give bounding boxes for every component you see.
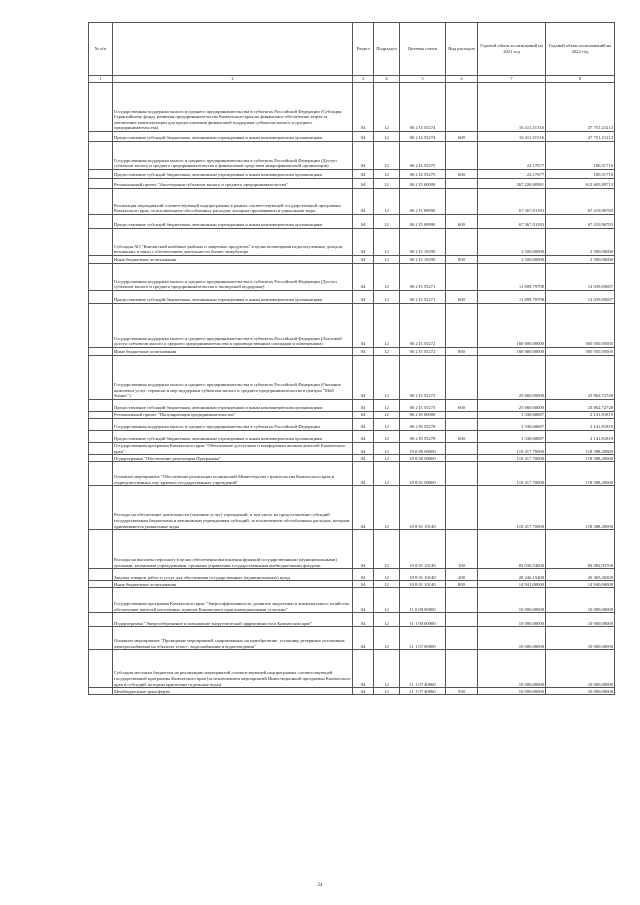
row-section: 04 <box>353 348 374 356</box>
row-target: 06 2 I4 55274 <box>400 83 446 132</box>
row-num <box>89 650 113 688</box>
table-row <box>89 627 615 650</box>
row-target: 06 2 I5 55271 <box>400 291 446 304</box>
row-num <box>89 170 113 179</box>
row-section: 04 <box>353 486 374 530</box>
row-2022: 118 388,20000 <box>546 455 615 462</box>
row-num <box>89 356 113 400</box>
row-exptype <box>446 613 478 627</box>
row-section: 04 <box>353 189 374 215</box>
row-name: Подпрограмма "Энергосбережение и повышение энергетической эффективности в Камчатском крае" <box>113 613 353 627</box>
row-subsection: 12 <box>374 650 400 688</box>
row-exptype: 500 <box>446 688 478 695</box>
row-num <box>89 455 113 462</box>
row-name: Расходы на выплаты персоналу в целях обеспечения выполнения функций государственными (муниципальными) органами, казенными учреждениями, органами управления государственными внебюджетными фондами <box>113 530 353 569</box>
row-section: 04 <box>353 569 374 581</box>
row-exptype: 100 <box>446 530 478 569</box>
row-target: 11 1 07 40060 <box>400 650 446 688</box>
row-target: 06 2 I5 09990 <box>400 215 446 229</box>
table-row <box>89 170 615 179</box>
row-exptype <box>446 455 478 462</box>
row-section: 04 <box>353 419 374 431</box>
table-row <box>89 83 615 132</box>
row-subsection: 12 <box>374 83 400 132</box>
row-num <box>89 132 113 142</box>
row-2021: 10 000,00000 <box>478 588 546 613</box>
row-name: Основное мероприятие "Обеспечение реализации полномочий Министерства строительства Камчатского края и подведомственных ему краевых государственных учреждений" <box>113 462 353 486</box>
header-exptype: Вид расходов <box>446 23 478 76</box>
row-2021: 160 000,00000 <box>478 304 546 348</box>
row-num <box>89 412 113 419</box>
row-subsection: 12 <box>374 229 400 256</box>
row-2021: 83 030,54600 <box>478 530 546 569</box>
row-num <box>89 348 113 356</box>
row-section: 04 <box>353 462 374 486</box>
row-2021: 10 000,00000 <box>478 627 546 650</box>
row-target: 10 8 01 10140 <box>400 530 446 569</box>
table-row <box>89 356 615 400</box>
row-name: Предоставление субсидий бюджетным, автономным учреждениям и иным некоммерческим организациям <box>113 431 353 443</box>
header-target: Целевая статья <box>400 23 446 76</box>
table-row <box>89 264 615 291</box>
row-subsection: 12 <box>374 189 400 215</box>
row-2022: 612 603,89713 <box>546 179 615 189</box>
row-name: Государственная программа Камчатского края "Обеспечение доступным и комфортным жильем жителей Камчатского края" <box>113 443 353 455</box>
row-num <box>89 189 113 215</box>
row-exptype <box>446 462 478 486</box>
row-subsection: 12 <box>374 291 400 304</box>
table-row <box>89 569 615 581</box>
row-exptype <box>446 356 478 400</box>
row-exptype <box>446 229 478 256</box>
row-subsection: 12 <box>374 455 400 462</box>
row-section: 04 <box>353 132 374 142</box>
table-row <box>89 189 615 215</box>
row-target: 11 1 00 00000 <box>400 613 446 627</box>
row-section: 04 <box>353 443 374 455</box>
row-name: Государственная поддержка малого и среднего предпринимательства в субъектах Российской Федерации (Доступ субъектов малого и среднего предпринимательства к экспортной поддержке) <box>113 264 353 291</box>
table-row <box>89 215 615 229</box>
header-section: Раздел <box>353 23 374 76</box>
row-exptype <box>446 627 478 650</box>
row-section: 04 <box>353 588 374 613</box>
row-num <box>89 613 113 627</box>
row-num <box>89 419 113 431</box>
row-target: 11 1 07 40060 <box>400 688 446 695</box>
header-name <box>113 23 353 76</box>
row-target: 06 2 I5 55271 <box>400 264 446 291</box>
row-2021: 118 217,70000 <box>478 462 546 486</box>
row-2022: 23 862,72728 <box>546 356 615 400</box>
row-section: 04 <box>353 455 374 462</box>
row-subsection: 12 <box>374 412 400 419</box>
row-target: 06 2 I5 55272 <box>400 348 446 356</box>
header-subsection: Подраздел <box>374 23 400 76</box>
row-section: 04 <box>353 581 374 588</box>
row-section: 04 <box>353 304 374 348</box>
row-exptype <box>446 650 478 688</box>
table-row <box>89 431 615 443</box>
row-num <box>89 569 113 581</box>
row-num <box>89 400 113 412</box>
header-2022: Годовой объем ассигнований на 2022 год <box>546 23 615 76</box>
table-row <box>89 588 615 613</box>
row-section: 04 <box>353 179 374 189</box>
row-name: Региональный проект "Популяризация предпринимательства" <box>113 412 353 419</box>
row-subsection: 12 <box>374 304 400 348</box>
row-subsection: 12 <box>374 356 400 400</box>
row-2022: 505 050,50505 <box>546 348 615 356</box>
row-2021: 67 367,01183 <box>478 215 546 229</box>
row-section: 04 <box>353 431 374 443</box>
row-section: 04 <box>353 650 374 688</box>
row-2022: 2 500,00000 <box>546 229 615 256</box>
row-subsection: 12 <box>374 443 400 455</box>
row-num <box>89 431 113 443</box>
row-num <box>89 256 113 264</box>
row-exptype: 600 <box>446 215 478 229</box>
row-subsection: 12 <box>374 419 400 431</box>
row-section: 04 <box>353 412 374 419</box>
row-target: 10 8 01 10140 <box>400 486 446 530</box>
row-2021: 1 338,68687 <box>478 419 546 431</box>
row-section: 04 <box>353 400 374 412</box>
row-subsection: 12 <box>374 348 400 356</box>
row-subsection: 12 <box>374 179 400 189</box>
row-subsection: 12 <box>374 170 400 179</box>
row-subsection: 12 <box>374 581 400 588</box>
row-name: Иные бюджетные ассигнования <box>113 256 353 264</box>
row-target: 06 2 I4 55274 <box>400 132 446 142</box>
row-2022: 118 388,20000 <box>546 443 615 455</box>
row-section: 04 <box>353 613 374 627</box>
row-exptype: 600 <box>446 400 478 412</box>
row-name: Государственная поддержка малого и среднего предпринимательства в субъектах Российской Федерации (Льготный доступ субъектов малого и среднего предпринимательства к производственным площадям и помещениям) <box>113 304 353 348</box>
row-2021: 22,17677 <box>478 142 546 170</box>
row-num <box>89 581 113 588</box>
row-target: 11 1 07 00000 <box>400 627 446 650</box>
colnum: 4 <box>374 76 400 83</box>
row-2021: 118 217,70000 <box>478 443 546 455</box>
row-exptype: 600 <box>446 132 478 142</box>
row-2022: 180,51718 <box>546 142 615 170</box>
colnum: 8 <box>546 76 615 83</box>
row-target: 10 0 00 00000 <box>400 443 446 455</box>
row-subsection: 12 <box>374 486 400 530</box>
row-subsection: 12 <box>374 688 400 695</box>
table-row <box>89 650 615 688</box>
row-2021: 10 000,00000 <box>478 688 546 695</box>
colnum: 2 <box>113 76 353 83</box>
row-2022: 20 365,26300 <box>546 569 615 581</box>
row-section: 04 <box>353 256 374 264</box>
row-2021: 11 699,79798 <box>478 264 546 291</box>
row-exptype <box>446 142 478 170</box>
table-row <box>89 486 615 530</box>
header-2021: Годовой объем ассигнований на 2021 год <box>478 23 546 76</box>
row-subsection: 12 <box>374 431 400 443</box>
row-2022: 67 210,96783 <box>546 189 615 215</box>
row-exptype: 600 <box>446 291 478 304</box>
row-2021: 25 660,00000 <box>478 356 546 400</box>
row-name: Государственная поддержка малого и среднего предпринимательства в субъектах Российской Федерации (Субсидия Гарантийному фонду развития предпринимательства Камчатского края на финансовое обеспечение затрат за увеличение капитализации для предоставления финансовой поддержки субъектам малого и среднего предпринимательства) <box>113 83 353 132</box>
row-num <box>89 83 113 132</box>
row-2021: 11 699,79798 <box>478 291 546 304</box>
row-section: 04 <box>353 229 374 256</box>
row-target: 06 2 I5 10290 <box>400 256 446 264</box>
row-num <box>89 215 113 229</box>
row-section: 04 <box>353 170 374 179</box>
row-name: Государственная программа Камчатского края "Энергоэффективность, развитие энергетики и коммунального хозяйства, обеспечение жителей населенных пунктов Камчатского края коммунальными услугами" <box>113 588 353 613</box>
row-num <box>89 443 113 455</box>
row-target: 06 2 I4 55275 <box>400 142 446 170</box>
row-subsection: 12 <box>374 530 400 569</box>
row-2021: 14 941,00000 <box>478 581 546 588</box>
row-2021: 267 226,80981 <box>478 179 546 189</box>
header-num: № п/п <box>89 23 113 76</box>
row-name: Предоставление субсидий бюджетным, автономным учреждениям и иным некоммерческим организациям <box>113 132 353 142</box>
row-2021: 160 000,00000 <box>478 348 546 356</box>
row-name: Субсидии местным бюджетам на реализацию мероприятий соответствующей подпрограммы соответствующей государственной программы Камчатского края (за исключением мероприятий Инвестиционной программы Камчатского края и субсидий, которым присвоены отдельные коды) <box>113 650 353 688</box>
row-2022: 2 141,81819 <box>546 431 615 443</box>
row-2021: 22,17677 <box>478 170 546 179</box>
row-2021: 118 217,70000 <box>478 455 546 462</box>
table-row <box>89 348 615 356</box>
row-num <box>89 179 113 189</box>
budget-table <box>88 22 615 695</box>
table-row <box>89 530 615 569</box>
table-row <box>89 142 615 170</box>
table-row <box>89 443 615 455</box>
row-num <box>89 688 113 695</box>
row-2022: 10 000,00000 <box>546 627 615 650</box>
row-num <box>89 142 113 170</box>
row-target: 06 2 I5 09990 <box>400 189 446 215</box>
row-target: 10 8 01 00000 <box>400 462 446 486</box>
colnum: 6 <box>446 76 478 83</box>
table-row <box>89 400 615 412</box>
row-name: Субсидия АО "Камчатский комбинат рыбных и защечных продуктов" в целях возмещения недополученных доходов, возникших в связи с обеспечением деятельности бизнес-инкубатора <box>113 229 353 256</box>
row-section: 04 <box>353 264 374 291</box>
row-section: 04 <box>353 627 374 650</box>
page-number: 24 <box>317 883 323 888</box>
table-row <box>89 455 615 462</box>
row-subsection: 12 <box>374 569 400 581</box>
row-2021: 2 500,00000 <box>478 229 546 256</box>
row-exptype: 200 <box>446 569 478 581</box>
colnum: 5 <box>400 76 446 83</box>
row-section: 04 <box>353 356 374 400</box>
table-row <box>89 291 615 304</box>
row-name: Реализация мероприятий соответствующей подпрограммы в рамках соответствующей государственной программы Камчатского края, за исключением обособленных расходов, которым присваиваются уникальные коды <box>113 189 353 215</box>
row-exptype: 800 <box>446 581 478 588</box>
row-target: 10 8 00 00000 <box>400 455 446 462</box>
row-name: Основное мероприятие "Проведение мероприятий, направленных на приобретение, установку резервных источников электроснабжения на объектах тепло-, водоснабжения и водоотведения" <box>113 627 353 650</box>
row-2022: 14 940,00000 <box>546 581 615 588</box>
row-section: 04 <box>353 215 374 229</box>
row-exptype <box>446 264 478 291</box>
row-2022: 10 000,00000 <box>546 688 615 695</box>
row-target: 06 2 I8 55270 <box>400 419 446 431</box>
row-2022: 47 751,21213 <box>546 83 615 132</box>
row-2022: 14 039,69697 <box>546 291 615 304</box>
row-target: 06 2 I5 55272 <box>400 304 446 348</box>
row-2021: 67 367,01183 <box>478 189 546 215</box>
table-row <box>89 256 615 264</box>
row-2021: 1 338,68687 <box>478 412 546 419</box>
row-name: Предоставление субсидий бюджетным, автономным учреждениям и иным некоммерческим организациям <box>113 170 353 179</box>
row-target: 06 2 I5 55273 <box>400 356 446 400</box>
row-exptype <box>446 189 478 215</box>
row-2022: 10 000,00000 <box>546 588 615 613</box>
row-2021: 20 246,15400 <box>478 569 546 581</box>
row-num <box>89 627 113 650</box>
row-name: Государственная поддержка малого и среднего предпринимательства в субъектах Российской Федерации (Доступ субъектов малого и среднего предпринимательства к финансовым средствам микрофинансовой организации) <box>113 142 353 170</box>
row-2021: 25 660,00000 <box>478 400 546 412</box>
row-target: 06 2 I5 00000 <box>400 179 446 189</box>
row-subsection: 12 <box>374 264 400 291</box>
row-name: Предоставление субсидий бюджетным, автономным учреждениям и иным некоммерческим организациям <box>113 400 353 412</box>
row-2022: 2 141,81819 <box>546 419 615 431</box>
table-row <box>89 304 615 348</box>
row-name: Закупка товаров, работ и услуг для обеспечения государственных (муниципальных) нужд <box>113 569 353 581</box>
row-exptype: 800 <box>446 256 478 264</box>
row-section: 04 <box>353 142 374 170</box>
row-subsection: 12 <box>374 613 400 627</box>
row-subsection: 12 <box>374 627 400 650</box>
row-name: Расходы на обеспечение деятельности (оказание услуг) учреждений, в том числе на предоставление субсидий государственным бюджетным и автономным учреждениям субсидий, за исключением обособленных расходов, которым присваиваются уникальные коды <box>113 486 353 530</box>
row-section: 04 <box>353 291 374 304</box>
row-name: Предоставление субсидий бюджетным, автономным учреждениям и иным некоммерческим организациям <box>113 291 353 304</box>
row-num <box>89 264 113 291</box>
row-exptype <box>446 486 478 530</box>
row-exptype: 600 <box>446 431 478 443</box>
row-name: Подпрограмма "Обеспечение реализации Программы" <box>113 455 353 462</box>
table-row <box>89 229 615 256</box>
column-numbers <box>89 76 615 83</box>
row-2022: 14 039,69697 <box>546 264 615 291</box>
row-section: 04 <box>353 530 374 569</box>
table-row <box>89 688 615 695</box>
row-2022: 10 000,00000 <box>546 613 615 627</box>
row-exptype <box>446 412 478 419</box>
row-name: Иные бюджетные ассигнования <box>113 581 353 588</box>
row-2021: 118 217,70000 <box>478 486 546 530</box>
row-subsection: 12 <box>374 462 400 486</box>
row-2022: 83 082,93700 <box>546 530 615 569</box>
table-row <box>89 132 615 142</box>
row-num <box>89 588 113 613</box>
row-2022: 118 388,20000 <box>546 462 615 486</box>
colnum: 3 <box>353 76 374 83</box>
row-target: 06 2 I5 10290 <box>400 229 446 256</box>
table-body <box>89 83 615 695</box>
row-num <box>89 304 113 348</box>
row-exptype: 800 <box>446 348 478 356</box>
row-2022: 10 000,00000 <box>546 650 615 688</box>
row-section: 04 <box>353 688 374 695</box>
row-name: Государственная поддержка малого и среднего предпринимательства в субъектах Российской Федерации (Оказание комплекса услуг, сервисов и мер поддержки субъектам малого и среднего предпринимательства в центрах "Мой бизнес") <box>113 356 353 400</box>
row-2022: 47 751,21213 <box>546 132 615 142</box>
row-2022: 118 388,20000 <box>546 486 615 530</box>
row-exptype <box>446 83 478 132</box>
row-2021: 10 000,00000 <box>478 613 546 627</box>
row-2021: 16 411,51516 <box>478 83 546 132</box>
row-section: 04 <box>353 83 374 132</box>
row-2022: 2 500,00000 <box>546 256 615 264</box>
row-num <box>89 229 113 256</box>
row-exptype <box>446 443 478 455</box>
row-2022: 180,51718 <box>546 170 615 179</box>
table-row <box>89 419 615 431</box>
table-row <box>89 613 615 627</box>
row-num <box>89 530 113 569</box>
row-exptype <box>446 179 478 189</box>
row-num <box>89 486 113 530</box>
row-2022: 505 050,50505 <box>546 304 615 348</box>
table-row <box>89 179 615 189</box>
colnum: 7 <box>478 76 546 83</box>
row-name: Иные бюджетные ассигнования <box>113 348 353 356</box>
row-exptype <box>446 419 478 431</box>
row-num <box>89 291 113 304</box>
row-subsection: 12 <box>374 142 400 170</box>
row-num <box>89 462 113 486</box>
row-2021: 16 411,51516 <box>478 132 546 142</box>
row-target: 06 2 I5 55273 <box>400 400 446 412</box>
row-target: 10 8 01 10140 <box>400 581 446 588</box>
row-name: Государственная поддержка малого и среднего предпринимательства в субъектах Российской Федерации <box>113 419 353 431</box>
row-name: Предоставление субсидий бюджетным, автономным учреждениям и иным некоммерческим организациям <box>113 215 353 229</box>
row-2022: 2 141,81819 <box>546 412 615 419</box>
table-header <box>89 23 615 76</box>
row-subsection: 12 <box>374 215 400 229</box>
row-2022: 67 210,96783 <box>546 215 615 229</box>
row-2021: 10 000,00000 <box>478 650 546 688</box>
row-2021: 1 338,68687 <box>478 431 546 443</box>
row-exptype <box>446 588 478 613</box>
row-target: 06 2 I8 55270 <box>400 431 446 443</box>
row-name: Межбюджетные трансферты <box>113 688 353 695</box>
row-target: 06 2 I4 55275 <box>400 170 446 179</box>
table-row <box>89 581 615 588</box>
table-row <box>89 462 615 486</box>
row-exptype <box>446 304 478 348</box>
row-target: 11 0 00 00000 <box>400 588 446 613</box>
row-subsection: 12 <box>374 132 400 142</box>
row-2022: 23 862,72728 <box>546 400 615 412</box>
budget-sheet <box>88 22 614 695</box>
colnum: 1 <box>89 76 113 83</box>
row-target: 10 8 01 10140 <box>400 569 446 581</box>
row-exptype: 600 <box>446 170 478 179</box>
row-target: 06 2 I8 00000 <box>400 412 446 419</box>
row-2021: 2 500,00000 <box>478 256 546 264</box>
row-subsection: 12 <box>374 400 400 412</box>
row-subsection: 12 <box>374 588 400 613</box>
row-name: Региональный проект "Акселерация субъектов малого и среднего предпринимательства" <box>113 179 353 189</box>
row-subsection: 12 <box>374 256 400 264</box>
table-row <box>89 412 615 419</box>
